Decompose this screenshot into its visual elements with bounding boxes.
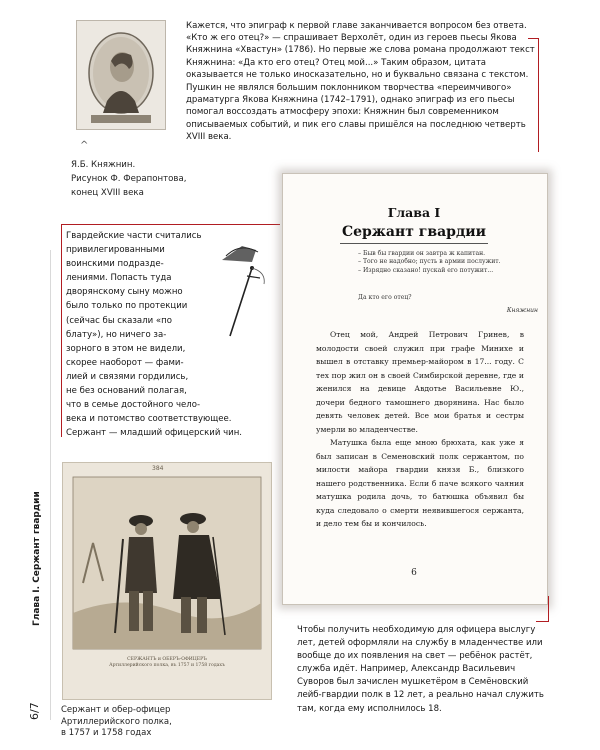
epigraph-line: – Того не надобно; пусть в армии послужит. (358, 258, 501, 266)
caption-line: Сержант и обер-офицер (61, 705, 171, 715)
caption-line: Рисунок Ф. Ферапонтова, (71, 174, 187, 184)
note-line: не без оснований полагая, (66, 386, 187, 397)
note-line: скорее наоборот — фами- (66, 357, 184, 368)
running-chapter-label: Глава I. Сержант гвардии (32, 491, 42, 626)
chapter-title: Сержант гвардии (341, 224, 487, 240)
side-divider (50, 250, 51, 720)
accent-rule (536, 621, 549, 622)
plate-number: 384 (152, 465, 164, 472)
engraving-caption (61, 705, 191, 740)
note-line: Гвардейские части считались (66, 231, 202, 241)
epigraph-author: Княжнин (506, 307, 538, 314)
inscription-line: Артиллерийского полка, въ 1757 и 1758 годахъ (109, 663, 225, 668)
caption-line: конец XVIII века (71, 188, 144, 198)
note-line: зорного в этом не видели, (66, 343, 186, 354)
caption-pointer: ^ (80, 140, 89, 151)
epigraph-line: – Быв бы гвардии он завтра ж капитан. (358, 250, 486, 257)
title-rule (340, 243, 488, 244)
sword-hat-sketch-icon (212, 232, 276, 342)
note-line: (сейчас бы сказали «по (66, 315, 172, 326)
note-line: Сержант — младший офицерский чин. (66, 428, 243, 439)
caption-line: Артиллерийского полка, (61, 716, 172, 727)
intro-paragraph: Кажется, что эпиграф к первой главе заканчивается вопросом без ответа. «Кто ж его отец?» — спрашивает Верхолёт, один из героев пьесы Якова Княжнина «Хвастун» (1786). Но первые же слова романа продолжают текст Княжнина: «Да кто его отец? Отец мой...» Таким образом, цитата оказывается не только иносказательно, но и буквально связана с текстом. (186, 21, 535, 80)
accent-rule (538, 38, 539, 152)
engraving-inscription (109, 657, 225, 669)
accent-rule (528, 38, 539, 39)
intro-paragraph: Пушкин не являлся большим поклонником творчества «переимчивого» драматурга Якова Княжнина (1742–1791), однако эпиграф из его пьесы помогал воссоздать атмосферу эпохи: Княжнин был современником описываемых событий, и пик его славы пришёлся на последнюю четверть XVIII века. (186, 83, 526, 142)
note-line: привилегированными (66, 245, 165, 256)
book-text (316, 328, 524, 531)
intro-text (186, 20, 540, 143)
caption-line: Я.Б. Княжнин. (71, 160, 136, 170)
note-line: лией и связями гордились, (66, 371, 189, 382)
spread-page-number: 6/7 (28, 702, 41, 720)
note-line: лениями. Попасть туда (66, 273, 172, 284)
epigraph (358, 250, 538, 275)
epigraph-question: Да кто его отец? (358, 294, 412, 301)
book-paragraph: Матушка была еще мною брюхата, как уже я был записан в Семеновский полк сержантом, по милости майора гвардии князя Б., близкого нашего родственника. Если б паче всякого чаяния матушка родила дочь, то батюшка объявил бы куда следовало о смерти неявившегося сержанта, и дело тем бы и кончилось. (316, 438, 524, 528)
caption-line: в 1757 и 1758 годах (61, 728, 152, 738)
portrait-caption (71, 158, 191, 200)
accent-rule (548, 596, 549, 622)
note-line: что в семье достойного чело- (66, 400, 201, 411)
portrait-image (76, 20, 166, 130)
note-line: века и потомство соответствующее. (66, 414, 232, 425)
book-page-number: 6 (411, 568, 417, 578)
note-line: было только по протекции (66, 301, 188, 312)
note-line: дворянскому сыну можно (66, 287, 183, 298)
note-line: блату»), но ничего за- (66, 329, 167, 340)
inscription-line: СЕРЖАНТЪ и ОБЕРЪ-ОФИЦЕРЪ (127, 657, 207, 662)
portrait-engraving-icon (77, 21, 165, 129)
epigraph-line: – Изрядно сказано! пускай его потужит... (358, 266, 494, 274)
commentary-paragraph: Чтобы получить необходимую для офицера выслугу лет, детей оформляли на службу в младенчестве или вообще до их появления на свет — ребёнок растёт, служба идёт. Например, Александр Васильевич Суворов был зачислен мушкетёром в Семёновский лейб-гвардии полк в 12 лет, а реально начал служить там, когда ему исполнилось 18. (297, 625, 544, 714)
note-line: воинскими подразде- (66, 259, 164, 270)
chapter-number: Глава I (387, 205, 441, 220)
book-paragraph: Отец мой, Андрей Петрович Гринев, в молодости своей служил при графе Минихе и вышел в отставку премьер-майором в 17... году. С тех пор жил он в своей Симбирской деревне, где и женился на девице Авдотье Васильевне Ю., дочери бедного тамошнего дворянина. Нас было девять человек детей. Все мои братья и сестры умерли во младенчестве. (316, 330, 524, 434)
